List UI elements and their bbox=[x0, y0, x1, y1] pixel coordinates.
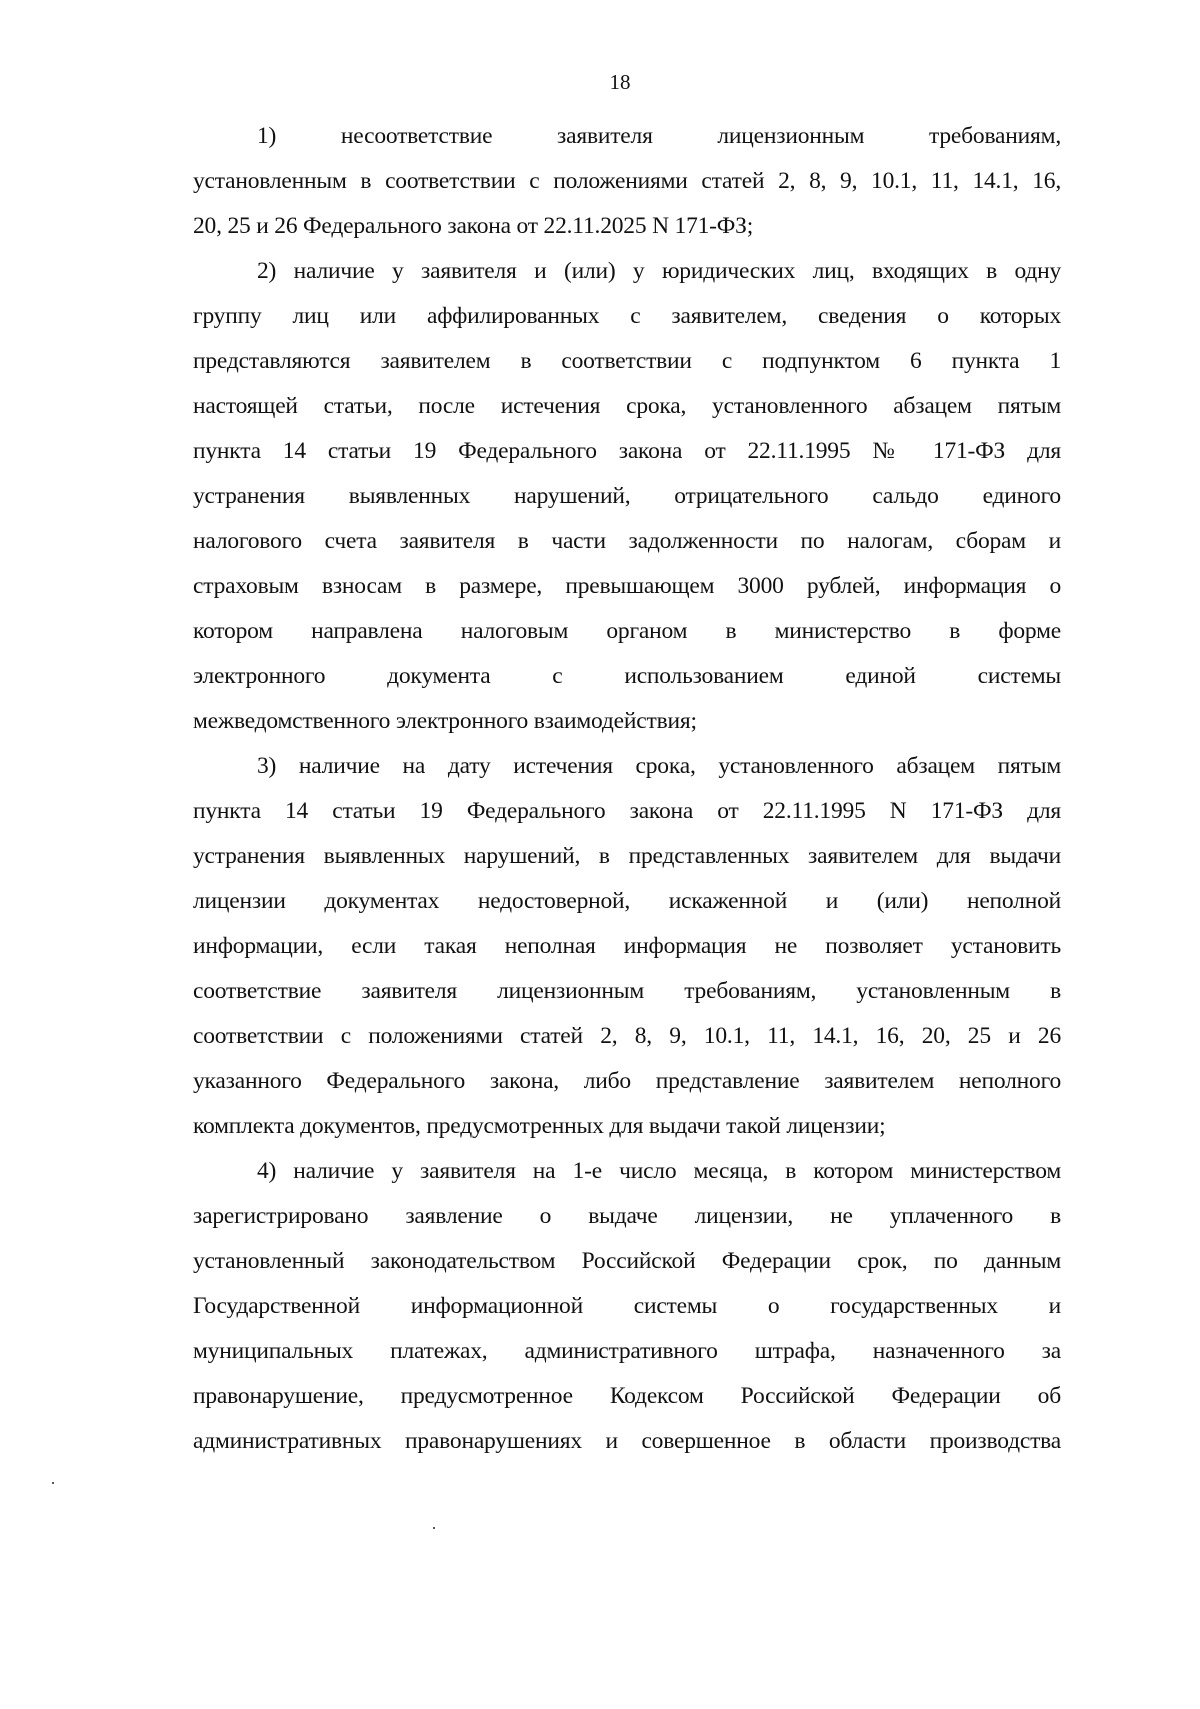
text-line: административных правонарушениях и совершенное в области производства bbox=[193, 1428, 1061, 1454]
text-line: 1) несоответствие заявителя лицензионным требованиям, bbox=[257, 123, 1061, 149]
text-line: котором направлена налоговым органом в министерство в форме bbox=[193, 618, 1061, 644]
text-line: зарегистрировано заявление о выдаче лицензии, не уплаченного в bbox=[193, 1203, 1061, 1229]
text-line: электронного документа с использованием единой системы bbox=[193, 663, 1061, 689]
paragraph-item-3 bbox=[193, 744, 1061, 1149]
text-line: 4) наличие у заявителя на 1-е число месяца, в котором министерством bbox=[257, 1158, 1061, 1184]
text-line: установленным в соответствии с положениями статей 2, 8, 9, 10.1, 11, 14.1, 16, bbox=[193, 168, 1061, 194]
text-line: пункта 14 статьи 19 Федерального закона от 22.11.1995 № 171-ФЗ для bbox=[193, 438, 1061, 464]
text-line: комплекта документов, предусмотренных для выдачи такой лицензии; bbox=[193, 1113, 886, 1139]
text-line: представляются заявителем в соответствии с подпунктом 6 пункта 1 bbox=[193, 348, 1061, 374]
text-line: муниципальных платежах, административного штрафа, назначенного за bbox=[193, 1338, 1061, 1364]
document-body bbox=[193, 114, 1061, 1464]
text-line: налогового счета заявителя в части задолженности по налогам, сборам и bbox=[193, 528, 1061, 554]
text-line: лицензии документах недостоверной, искаженной и (или) неполной bbox=[193, 888, 1061, 914]
text-line: группу лиц или аффилированных с заявителем, сведения о которых bbox=[193, 303, 1061, 329]
text-line: страховым взносам в размере, превышающем 3000 рублей, информация о bbox=[193, 573, 1061, 599]
paragraph-item-2 bbox=[193, 249, 1061, 744]
text-line: 2) наличие у заявителя и (или) у юридических лиц, входящих в одну bbox=[257, 258, 1061, 284]
text-line: устранения выявленных нарушений, в представленных заявителем для выдачи bbox=[193, 843, 1061, 869]
text-line: пункта 14 статьи 19 Федерального закона от 22.11.1995 N 171-ФЗ для bbox=[193, 798, 1061, 824]
page-number: 18 bbox=[609, 70, 631, 94]
text-line: информации, если такая неполная информация не позволяет установить bbox=[193, 933, 1061, 959]
paragraph-item-1 bbox=[193, 114, 1061, 249]
scan-speck bbox=[52, 1482, 54, 1484]
text-line: 3) наличие на дату истечения срока, установленного абзацем пятым bbox=[257, 753, 1061, 779]
text-line: Государственной информационной системы о государственных и bbox=[193, 1293, 1061, 1319]
text-line: настоящей статьи, после истечения срока, установленного абзацем пятым bbox=[193, 393, 1061, 419]
text-line: указанного Федерального закона, либо представление заявителем неполного bbox=[193, 1068, 1061, 1094]
text-line: установленный законодательством Российской Федерации срок, по данным bbox=[193, 1248, 1061, 1274]
text-line: правонарушение, предусмотренное Кодексом Российской Федерации об bbox=[193, 1383, 1061, 1409]
text-line: межведомственного электронного взаимодействия; bbox=[193, 708, 697, 734]
text-line: соответствие заявителя лицензионным требованиям, установленным в bbox=[193, 978, 1061, 1004]
text-line: устранения выявленных нарушений, отрицательного сальдо единого bbox=[193, 483, 1061, 509]
scan-speck bbox=[433, 1527, 435, 1529]
paragraph-item-4 bbox=[193, 1149, 1061, 1464]
text-line: 20, 25 и 26 Федерального закона от 22.11.2025 N 171-ФЗ; bbox=[193, 213, 754, 239]
text-line: соответствии с положениями статей 2, 8, 9, 10.1, 11, 14.1, 16, 20, 25 и 26 bbox=[193, 1023, 1061, 1049]
